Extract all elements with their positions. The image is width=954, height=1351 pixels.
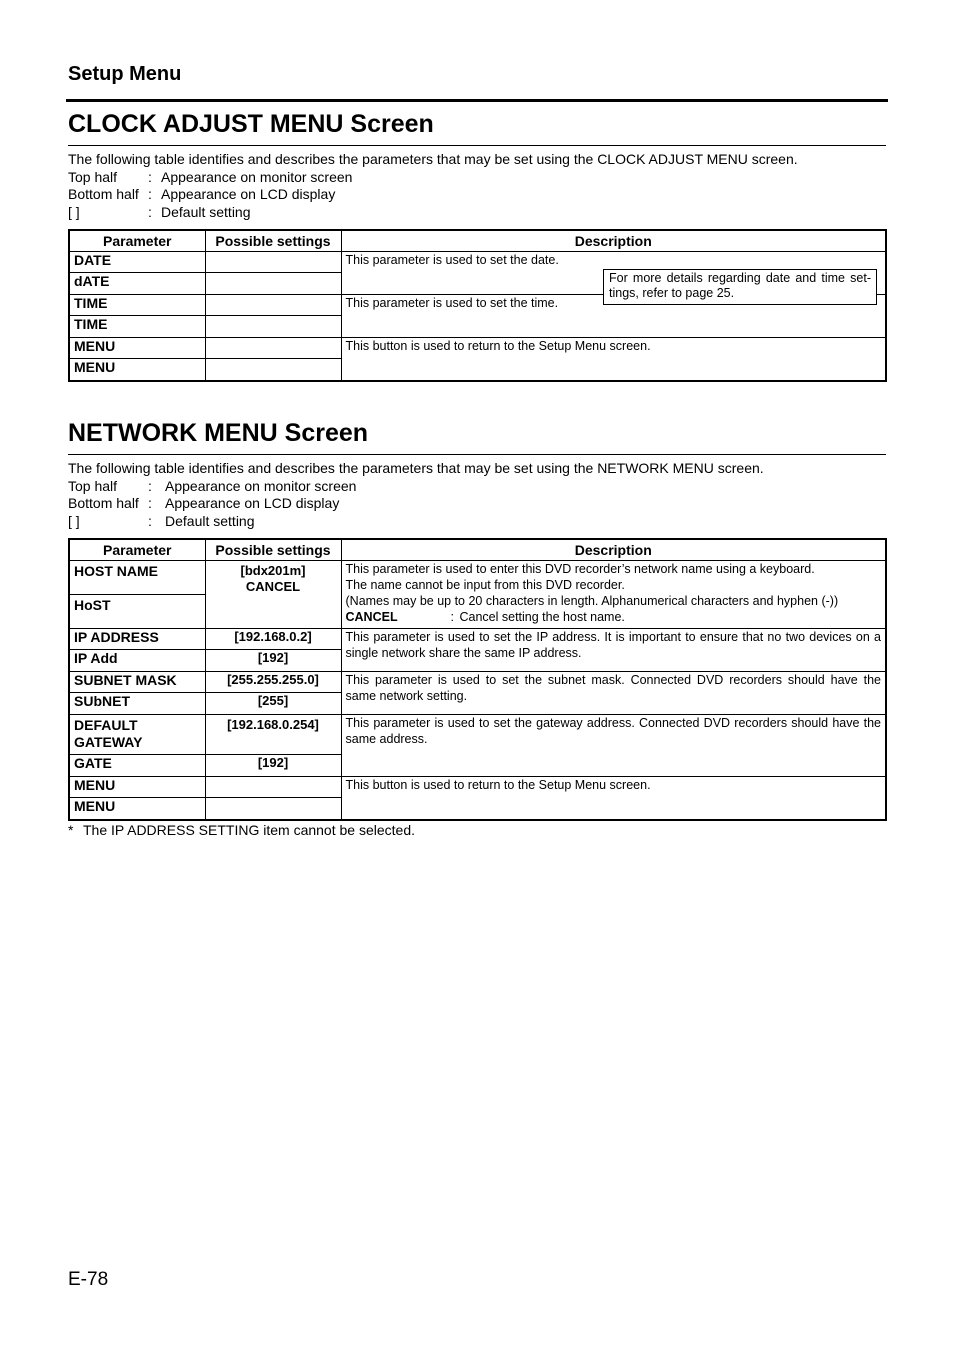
table-header-row bbox=[69, 539, 886, 561]
desc-date: This parameter is used to set the date. bbox=[341, 252, 886, 295]
clock-note-box: For more details regarding date and time set-tings, refer to page 25. bbox=[603, 269, 877, 305]
param-menu: MENU bbox=[69, 777, 205, 798]
desc-default-gateway: This parameter is used to set the gateway address. Connected DVD recorders should have the same address. bbox=[341, 715, 886, 777]
setting-cell bbox=[205, 252, 341, 273]
legend-colon: : bbox=[148, 203, 152, 220]
desc-host-line: (Names may be up to 20 characters in length. Alphanumerical characters and hyphen (-)) bbox=[345, 594, 839, 608]
param-subnet-lcd: SUbNET bbox=[69, 693, 205, 715]
cancel-desc: Cancel setting the host name. bbox=[459, 610, 625, 624]
legend-colon: : bbox=[148, 186, 152, 202]
setting-host-default: [bdx201m] bbox=[240, 563, 306, 578]
network-legend-row bbox=[68, 495, 764, 513]
header-description: Description bbox=[341, 230, 886, 252]
network-intro-text: The following table identifies and describes the parameters that may be set using the NETWORK MENU screen. bbox=[68, 460, 764, 476]
network-intro bbox=[68, 460, 764, 530]
param-host-lcd: HoST bbox=[69, 595, 205, 629]
desc-host-cancel-row bbox=[346, 609, 882, 625]
setting-cell bbox=[205, 777, 341, 798]
param-date: DATE bbox=[69, 252, 205, 273]
network-title-rule bbox=[68, 454, 886, 455]
table-row bbox=[69, 629, 886, 650]
setting-cell bbox=[205, 338, 341, 359]
desc-host-line: The name cannot be input from this DVD recorder. bbox=[345, 578, 625, 592]
network-footnote bbox=[68, 822, 415, 838]
footnote-mark: * bbox=[68, 822, 74, 838]
setting-cell bbox=[205, 273, 341, 295]
clock-legend-row bbox=[68, 204, 798, 222]
desc-subnet-mask: This parameter is used to set the subnet mask. Connected DVD recorders should have the same network setting. bbox=[341, 672, 886, 715]
legend-colon: : bbox=[148, 168, 152, 185]
table-header-row bbox=[69, 230, 886, 252]
param-subnet-mask: SUBNET MASK bbox=[69, 672, 205, 693]
desc-time: This parameter is used to set the time. bbox=[341, 295, 886, 338]
network-title: NETWORK MENU Screen bbox=[68, 419, 369, 447]
network-legend-row bbox=[68, 513, 764, 531]
legend-colon: : bbox=[148, 477, 152, 494]
setting-cell bbox=[205, 316, 341, 338]
cancel-label: CANCEL bbox=[345, 610, 398, 624]
desc-ip-address: This parameter is used to set the IP address. It is important to ensure that no two devices on a single network share the same IP address. bbox=[341, 629, 886, 672]
setting-subnet-lcd: [255] bbox=[205, 693, 341, 715]
clock-legend-row bbox=[68, 169, 798, 187]
param-date-lcd: dATE bbox=[69, 273, 205, 295]
header-possible-settings: Possible settings bbox=[205, 539, 341, 561]
desc-host-name bbox=[341, 561, 886, 629]
table-row bbox=[69, 715, 886, 755]
header-parameter: Parameter bbox=[69, 539, 205, 561]
legend-value: Appearance on LCD display bbox=[165, 495, 340, 511]
legend-colon: : bbox=[148, 495, 152, 511]
param-gateway-line: DEFAULT bbox=[74, 717, 138, 733]
table-row bbox=[69, 672, 886, 693]
header-parameter: Parameter bbox=[69, 230, 205, 252]
legend-key: Top half bbox=[68, 477, 118, 494]
param-gateway-line: GATEWAY bbox=[74, 734, 143, 750]
network-parameter-table bbox=[68, 538, 887, 821]
clock-intro bbox=[68, 151, 798, 221]
footnote-text: The IP ADDRESS SETTING item cannot be selected. bbox=[83, 822, 415, 838]
clock-parameter-table bbox=[68, 229, 887, 382]
table-row bbox=[69, 777, 886, 798]
desc-menu: This button is used to return to the Setup Menu screen. bbox=[341, 777, 886, 820]
network-legend-row bbox=[68, 478, 764, 496]
legend-value: Appearance on LCD display bbox=[161, 186, 336, 202]
setting-ip-lcd: [192] bbox=[205, 650, 341, 672]
param-ip-lcd: IP Add bbox=[69, 650, 205, 672]
param-host-name: HOST NAME bbox=[69, 561, 205, 595]
clock-title-rule bbox=[68, 145, 886, 146]
setting-host-cancel: CANCEL bbox=[245, 579, 301, 594]
header-description: Description bbox=[341, 539, 886, 561]
param-menu: MENU bbox=[69, 338, 205, 359]
param-menu-lcd: MENU bbox=[69, 798, 205, 820]
legend-key: Bottom half bbox=[68, 495, 139, 511]
setting-default-gateway: [192.168.0.254] bbox=[205, 715, 341, 755]
legend-value: Default setting bbox=[165, 512, 255, 529]
legend-value: Appearance on monitor screen bbox=[165, 477, 357, 494]
header-possible-settings: Possible settings bbox=[205, 230, 341, 252]
legend-key: [ ] bbox=[68, 203, 80, 220]
setting-cell bbox=[205, 295, 341, 316]
cancel-colon: : bbox=[450, 610, 454, 624]
header-rule bbox=[66, 99, 888, 102]
legend-key: [ ] bbox=[68, 512, 80, 529]
setting-subnet-mask: [255.255.255.0] bbox=[205, 672, 341, 693]
legend-value: Default setting bbox=[161, 203, 251, 220]
param-default-gateway bbox=[69, 715, 205, 755]
setting-ip-address: [192.168.0.2] bbox=[205, 629, 341, 650]
setting-cell bbox=[205, 359, 341, 381]
table-row bbox=[69, 338, 886, 359]
param-time: TIME bbox=[69, 295, 205, 316]
param-ip-address: IP ADDRESS bbox=[69, 629, 205, 650]
legend-colon: : bbox=[148, 512, 152, 529]
legend-value: Appearance on monitor screen bbox=[161, 168, 353, 185]
desc-host-line: This parameter is used to enter this DVD recorder’s network name using a keyboard. bbox=[345, 562, 815, 576]
legend-key: Bottom half bbox=[68, 186, 139, 202]
section-header: Setup Menu bbox=[68, 63, 182, 85]
legend-key: Top half bbox=[68, 168, 118, 185]
clock-title: CLOCK ADJUST MENU Screen bbox=[68, 110, 434, 138]
param-time-lcd: TIME bbox=[69, 316, 205, 338]
param-gateway-lcd: GATE bbox=[69, 755, 205, 777]
clock-legend-row bbox=[68, 186, 798, 204]
setting-cell bbox=[205, 798, 341, 820]
setting-host-name bbox=[205, 561, 341, 629]
desc-menu: This button is used to return to the Setup Menu screen. bbox=[341, 338, 886, 381]
page-number: E-78 bbox=[68, 1269, 109, 1290]
clock-intro-text: The following table identifies and describes the parameters that may be set using the CLOCK ADJUST MENU screen. bbox=[68, 151, 798, 167]
table-row bbox=[69, 561, 886, 595]
param-menu-lcd: MENU bbox=[69, 359, 205, 381]
setting-gateway-lcd: [192] bbox=[205, 755, 341, 777]
